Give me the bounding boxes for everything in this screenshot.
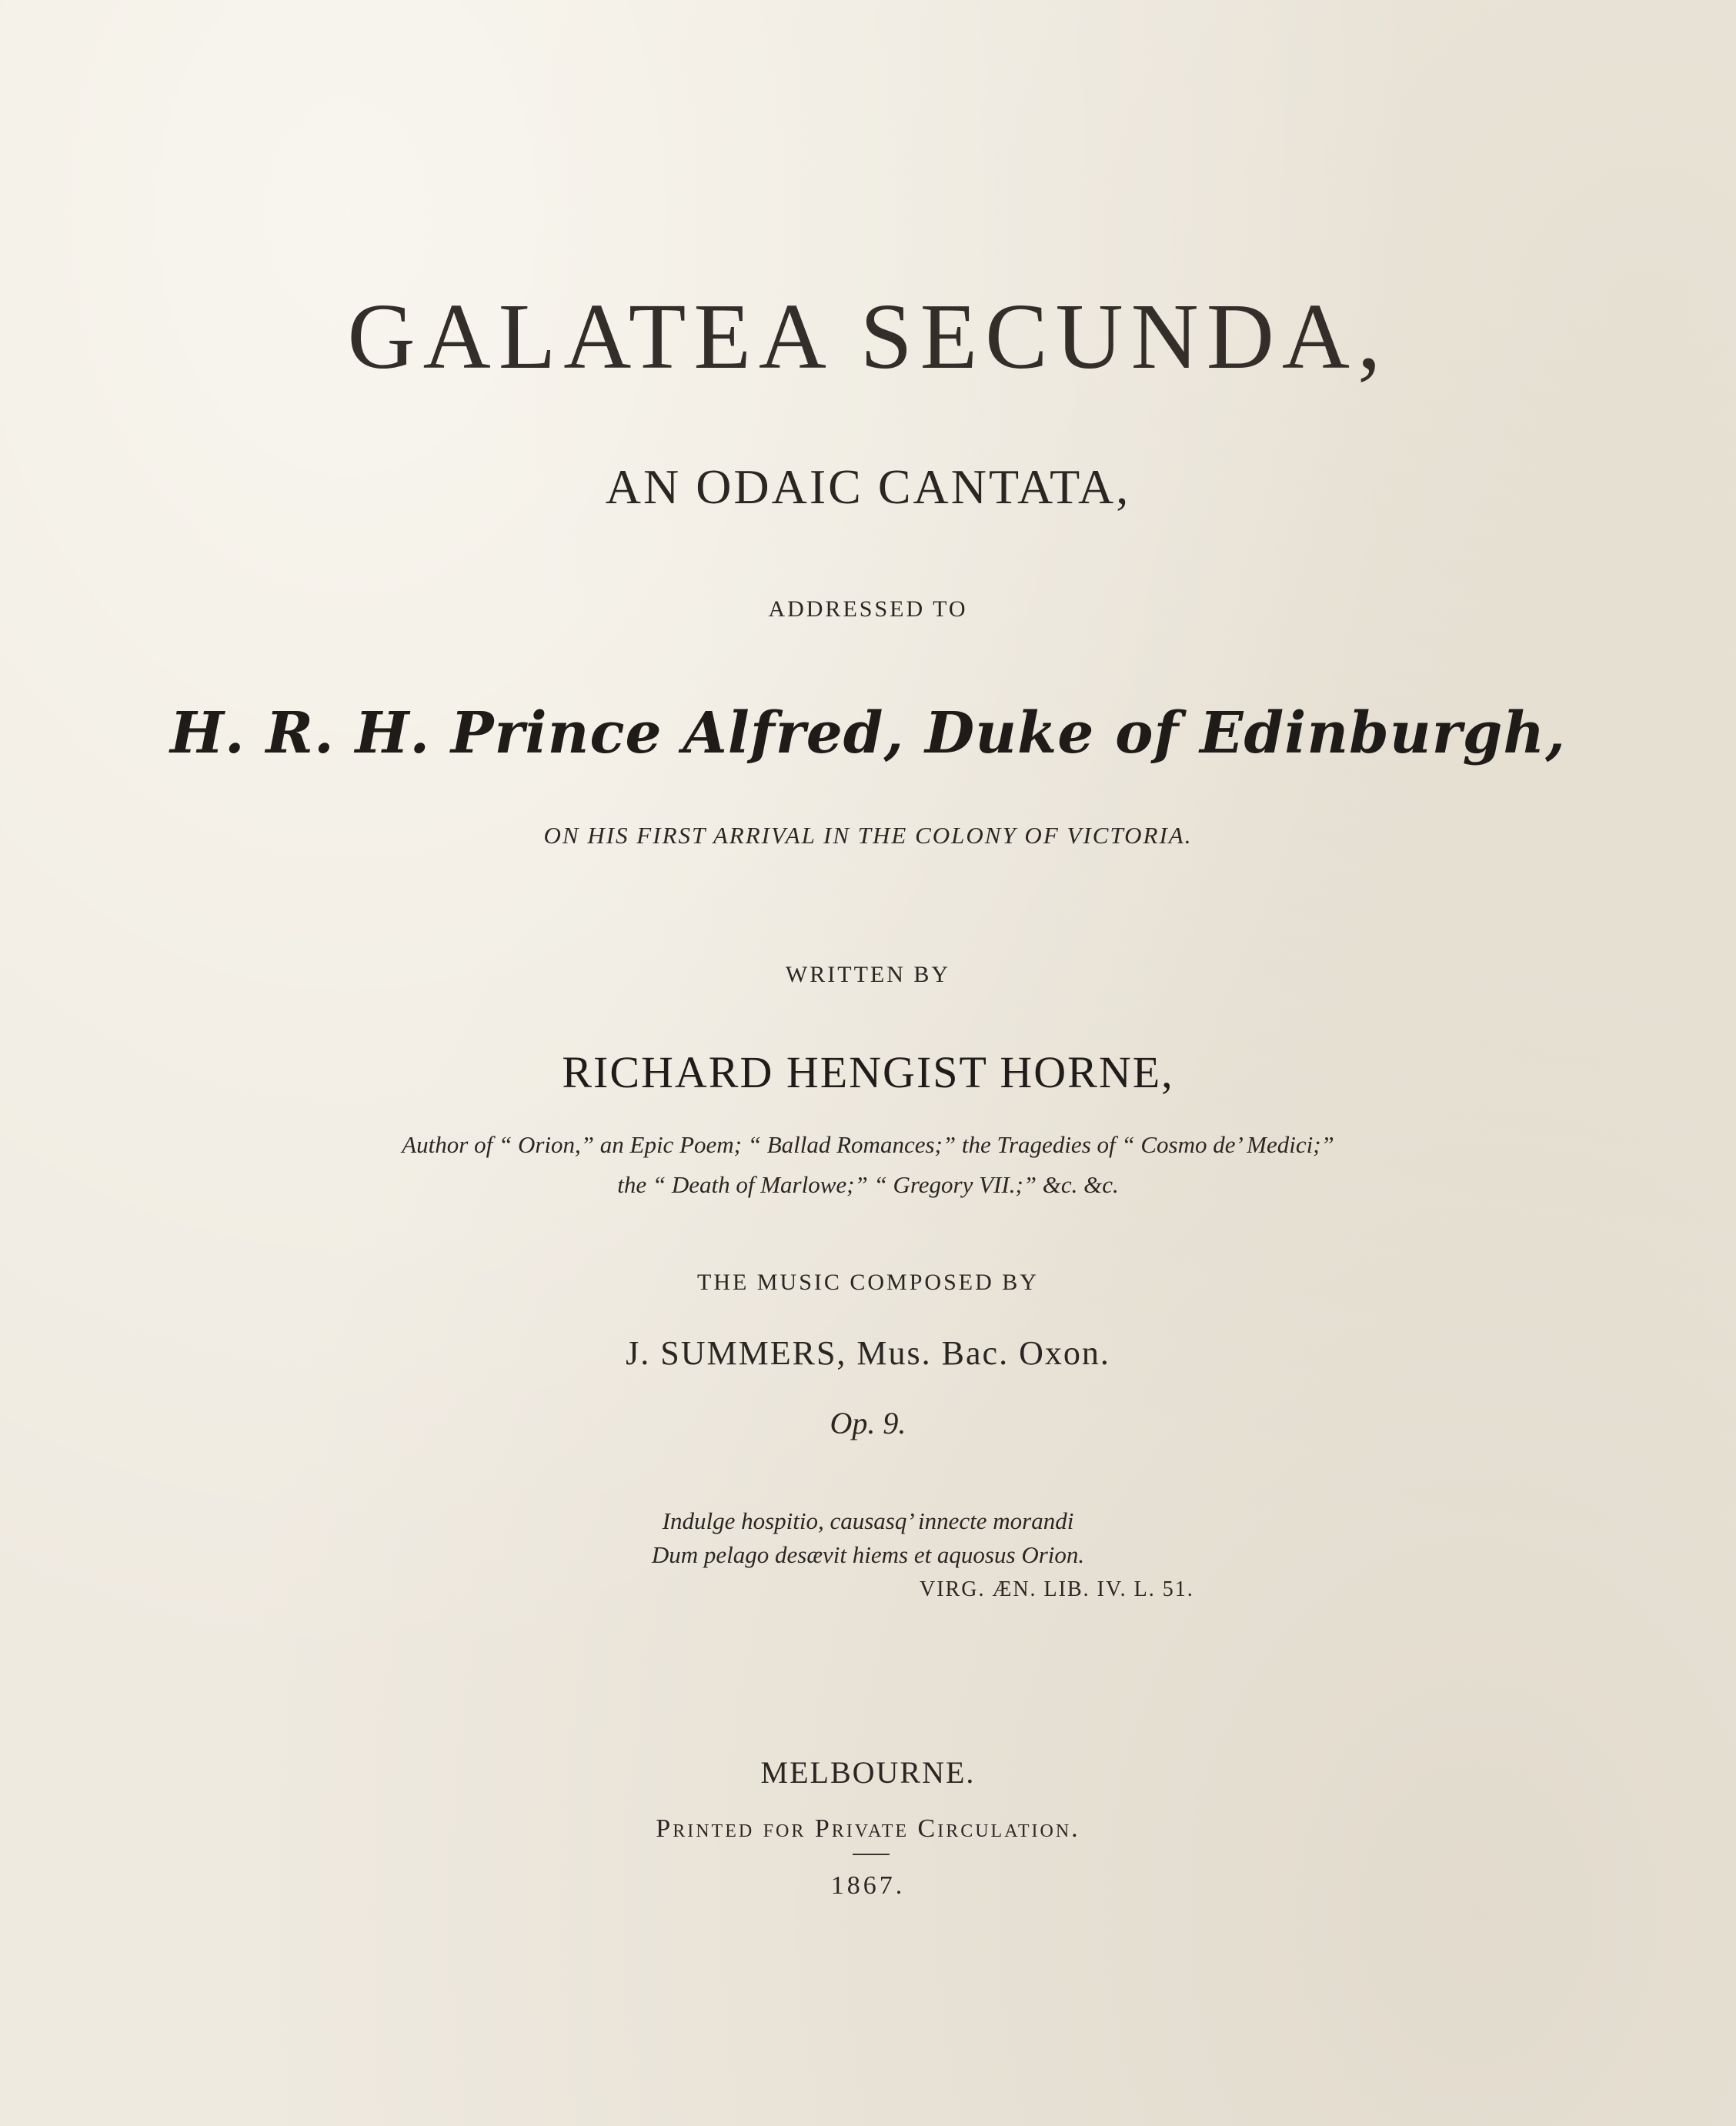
music-composed-by-label: THE MUSIC COMPOSED BY — [697, 1270, 1039, 1295]
epigraph — [0, 1504, 1736, 1572]
credits-line-2: the “ Death of Marlowe;” “ Gregory VII.;” &c. &c. — [617, 1171, 1119, 1198]
epigraph-line-1: Indulge hospitio, causasq’ innecte morandi — [662, 1507, 1074, 1534]
dedicatee-name: H. R. H. Prince Alfred, Duke of Edinburgh, — [170, 700, 1566, 766]
imprint-city: MELBOURNE. — [760, 1755, 976, 1790]
credits-line-1: Author of “ Orion,” an Epic Poem; “ Ballad Romances;” the Tragedies of “ Cosmo de’ Medici;” — [402, 1131, 1334, 1158]
addressed-to-label: ADDRESSED TO — [768, 596, 968, 622]
composer-name: J. SUMMERS, Mus. Bac. Oxon. — [626, 1334, 1110, 1372]
epigraph-line-2: Dum pelago desævit hiems et aquosus Orion. — [651, 1541, 1085, 1568]
imprint-year: 1867. — [830, 1871, 906, 1900]
work-title: GALATEA SECUNDA, — [347, 285, 1389, 389]
author-name: RICHARD HENGIST HORNE, — [562, 1047, 1174, 1097]
author-credits — [0, 1125, 1736, 1205]
occasion-line: ON HIS FIRST ARRIVAL IN THE COLONY OF VICTORIA. — [543, 822, 1193, 849]
imprint-printed-for: Printed for Private Circulation. — [656, 1814, 1080, 1843]
work-subtitle: AN ODAIC CANTATA, — [605, 459, 1131, 514]
written-by-label: WRITTEN BY — [785, 962, 951, 987]
epigraph-citation: VIRG. ÆN. LIB. IV. L. 51. — [920, 1577, 1194, 1601]
divider-rule — [853, 1854, 890, 1855]
opus-number: Op. 9. — [830, 1406, 906, 1440]
